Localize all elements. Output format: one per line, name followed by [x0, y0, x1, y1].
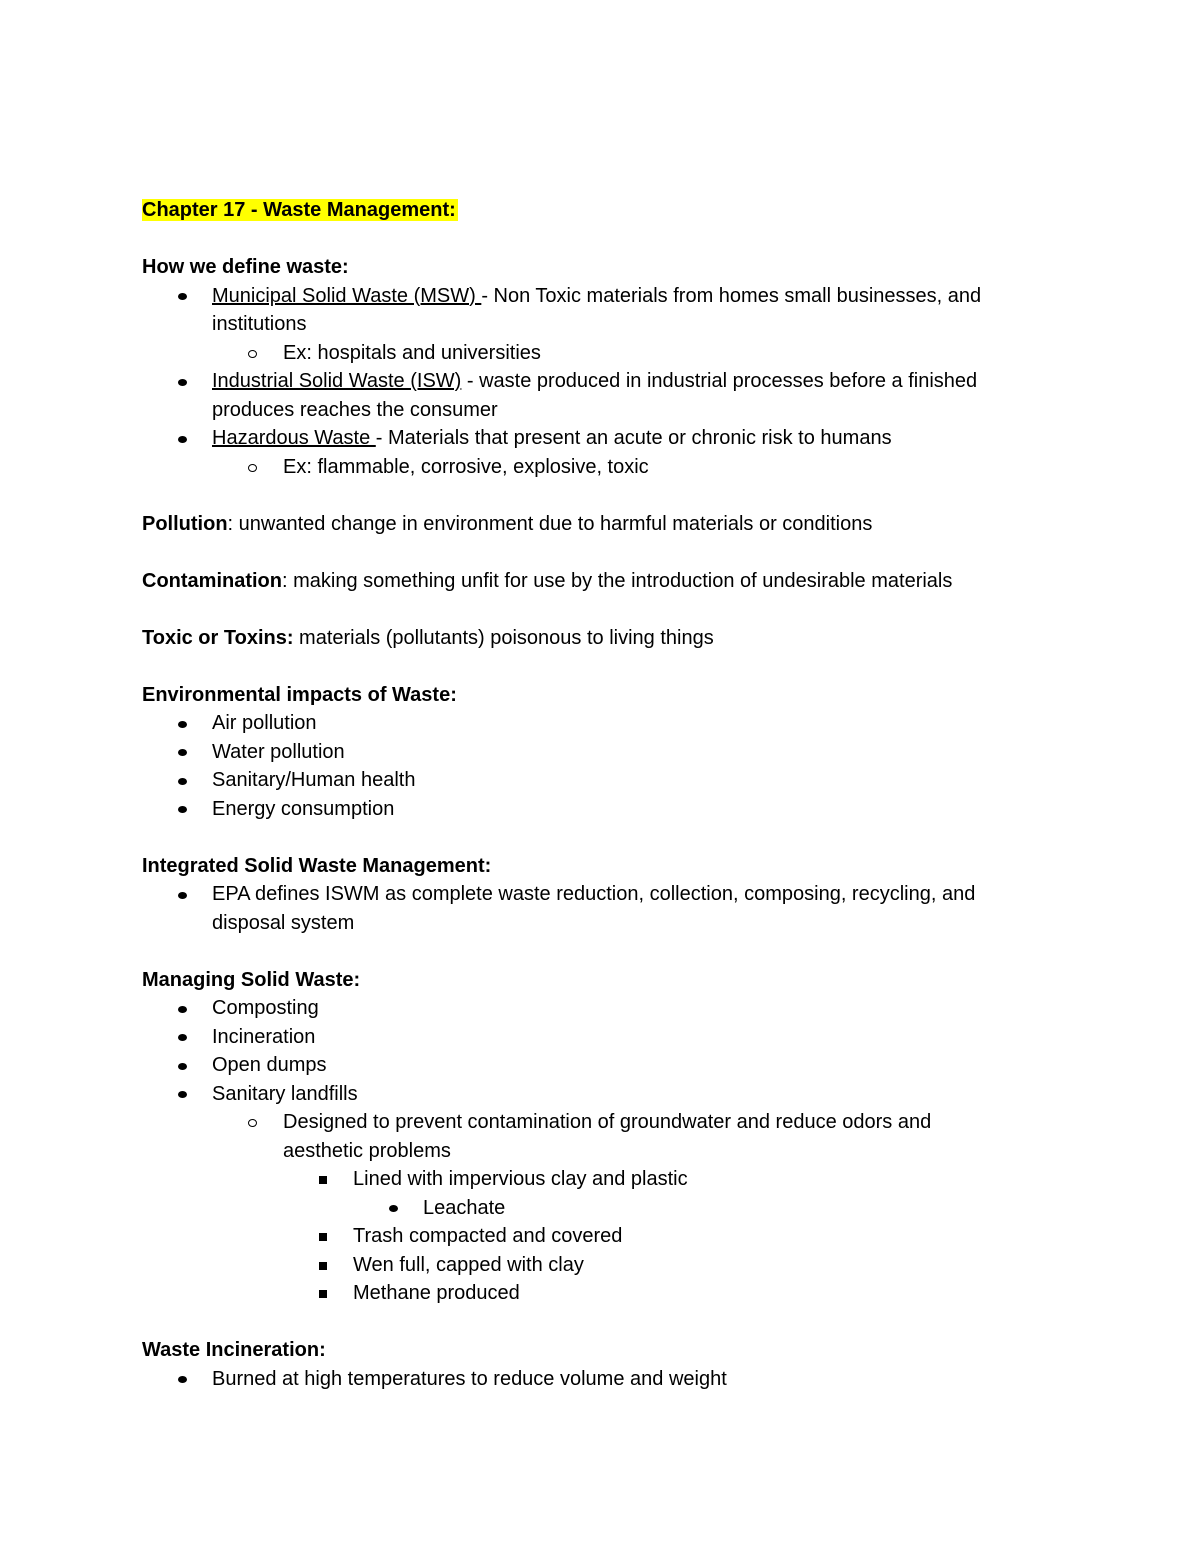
landfill-sub-item: Trash compacted and covered [353, 1225, 623, 1247]
hazardous-example: Ex: flammable, corrosive, explosive, toxic [283, 455, 649, 478]
hazardous-desc: - Materials that present an acute or chronic risk to humans [375, 427, 892, 449]
msw-desc: - Non Toxic materials from homes small businesses, and [481, 284, 982, 307]
document-page [142, 196, 1062, 1393]
pollution-desc: : unwanted change in environment due to harmful materials or conditions [227, 512, 873, 535]
landfill-sub-item: Lined with impervious clay and plastic [353, 1168, 688, 1190]
managing-heading: Managing Solid Waste: [142, 968, 361, 991]
list-item [142, 795, 1062, 824]
pollution-definition [142, 510, 1062, 539]
impact-item: Sanitary/Human health [212, 769, 416, 791]
isw-desc: - waste produced in industrial processes before a finished [461, 370, 978, 392]
bullet-dot-icon [172, 1080, 192, 1109]
bullet-square-icon [313, 1251, 333, 1280]
list-item [142, 1279, 1062, 1308]
list-item [142, 1080, 1062, 1109]
list-item-landfill-desc [142, 1108, 1062, 1137]
list-item-msw-ex [142, 339, 1062, 368]
list-item-hazardous [142, 424, 1062, 453]
list-item [142, 1365, 1062, 1394]
bullet-dot-icon [172, 738, 192, 767]
msw-term: Municipal Solid Waste (MSW) [212, 284, 482, 307]
bullet-dot-icon [172, 766, 192, 795]
landfill-sub-item: Wen full, capped with clay [353, 1253, 584, 1276]
bullet-circle-icon [242, 453, 262, 482]
bullet-dot-icon [172, 709, 192, 738]
bullet-dot-icon [383, 1194, 403, 1223]
define-heading: How we define waste: [142, 256, 349, 278]
bullet-square-icon [313, 1279, 333, 1308]
landfill-desc: Designed to prevent contamination of groundwater and reduce odors and [283, 1111, 932, 1133]
toxic-desc: materials (pollutants) poisonous to living things [293, 626, 714, 649]
bullet-dot-icon [172, 282, 192, 311]
bullet-square-icon [313, 1222, 333, 1251]
list-item-isw [142, 367, 1062, 396]
managing-item: Sanitary landfills [212, 1082, 358, 1105]
impact-item: Energy consumption [212, 797, 395, 820]
impact-item: Air pollution [212, 712, 317, 734]
impacts-heading: Environmental impacts of Waste: [142, 683, 457, 706]
bullet-dot-icon [172, 367, 192, 396]
bullet-dot-icon [172, 1023, 192, 1052]
msw-desc-cont: institutions [212, 313, 307, 335]
iswm-heading: Integrated Solid Waste Management: [142, 854, 492, 877]
list-item [142, 766, 1062, 795]
list-item [142, 1023, 1062, 1052]
bullet-dot-icon [172, 795, 192, 824]
bullet-circle-icon [242, 339, 262, 368]
isw-desc-cont: produces reaches the consumer [212, 398, 498, 421]
managing-item: Incineration [212, 1025, 316, 1048]
managing-item: Composting [212, 997, 319, 1019]
list-item [142, 709, 1062, 738]
contamination-term: Contamination [142, 569, 282, 592]
incineration-item: Burned at high temperatures to reduce volume and weight [212, 1367, 727, 1390]
isw-term: Industrial Solid Waste (ISW) [212, 370, 462, 392]
bullet-dot-icon [172, 1051, 192, 1080]
iswm-desc-cont: disposal system [212, 911, 355, 934]
contamination-definition [142, 567, 1062, 596]
list-item [142, 1194, 1062, 1223]
list-item-hazardous-ex [142, 453, 1062, 482]
list-item [142, 1165, 1062, 1194]
bullet-circle-icon [242, 1108, 262, 1137]
list-item [142, 738, 1062, 767]
list-item [142, 994, 1062, 1023]
incineration-heading: Waste Incineration: [142, 1339, 326, 1361]
chapter-title-line [142, 196, 1062, 225]
bullet-dot-icon [172, 424, 192, 453]
list-item-iswm [142, 880, 1062, 909]
bullet-dot-icon [172, 994, 192, 1023]
landfill-sub-item: Methane produced [353, 1282, 520, 1304]
list-item [142, 1222, 1062, 1251]
contamination-desc: : making something unfit for use by the introduction of undesirable materials [282, 569, 953, 592]
leachate-item: Leachate [423, 1196, 506, 1219]
impact-item: Water pollution [212, 740, 345, 763]
landfill-desc-cont: aesthetic problems [283, 1139, 451, 1162]
chapter-title: Chapter 17 - Waste Management: [142, 199, 456, 221]
list-item-msw [142, 282, 1062, 311]
bullet-dot-icon [172, 1365, 192, 1394]
managing-item: Open dumps [212, 1054, 327, 1076]
iswm-desc: EPA defines ISWM as complete waste reduction, collection, composing, recycling, and [212, 883, 976, 905]
hazardous-term: Hazardous Waste [212, 427, 376, 449]
list-item [142, 1251, 1062, 1280]
msw-example: Ex: hospitals and universities [283, 341, 541, 364]
toxic-definition [142, 624, 1062, 653]
list-item [142, 1051, 1062, 1080]
bullet-square-icon [313, 1165, 333, 1194]
pollution-term: Pollution [142, 512, 228, 535]
bullet-dot-icon [172, 880, 192, 909]
toxic-term: Toxic or Toxins: [142, 626, 294, 649]
